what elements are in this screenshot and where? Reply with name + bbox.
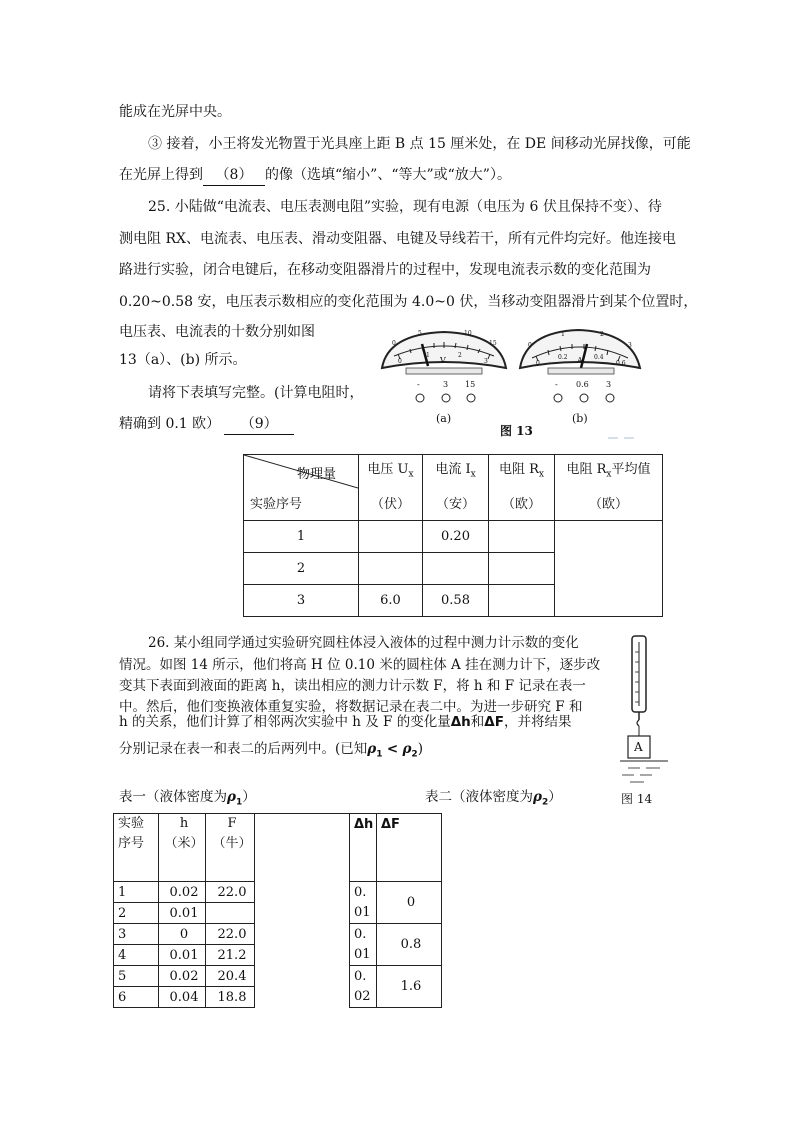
delta-h-cell: 0. 01 (350, 924, 377, 966)
header-current: 电流 $I_x$ （安） (423, 455, 489, 521)
text-line-6: 路进行实验，闭合电键后，在移动变阻器滑片的过程中，发现电流表示数的变化范围为 (119, 262, 651, 278)
table-one-title: 表一（液体密度为$\rho_1$） (119, 789, 256, 808)
figure-13-label-b: (b) (572, 412, 588, 425)
table-row: 1 0.20 (244, 520, 663, 552)
table-row: 4 0.01 21.2 (114, 945, 442, 966)
delta-h-cell: 0. 02 (350, 966, 377, 1008)
header-f: F （牛） (206, 814, 255, 882)
delta-f-cell: 0 (377, 882, 442, 924)
delta-f-cell: 0.8 (377, 924, 442, 966)
q26-line-1: 26. 某小组同学通过实验研究圆柱体浸入液体的过程中测力计示数的变化 (148, 635, 579, 651)
header-voltage: 电压 $U_x$ （伏） (359, 455, 423, 521)
header-seq: 实验 序号 (114, 814, 159, 882)
figure-13: 5 10 15 0 0 1 2 3 V - 3 15 0 1 2 3 0 0.2 0.4 0.6 A - 0.6 3 (a) (b) 图 13 (378, 326, 648, 442)
buoyancy-data-table (113, 813, 442, 1008)
block-a-label: A (634, 740, 643, 754)
figure-14-caption: 图 14 (621, 792, 653, 806)
delta-h-cell: 0. 01 (350, 882, 377, 924)
header-resistance-average: 电阻 $R_x$平均值 （欧） (555, 455, 663, 521)
text-line-3: 在光屏上得到 （8） 的像（选填“缩小”、“等大”或“放大”）。 (119, 165, 511, 186)
table-diagonal-header: 物理量 实验序号 (244, 455, 359, 521)
q26-line-2: 情况。如图 14 所示，他们将高 H 位 0.10 米的圆柱体 A 挂在测力计下，逐步改 (119, 657, 601, 673)
q26-line-5: h 的关系，他们计算了相邻两次实验中 h 及 F 的变化量Δh和ΔF，并将结果 (119, 714, 572, 730)
figure-13-label-a: (a) (436, 412, 452, 425)
q26-line-6: 分别记录在表一和表二的后两列中。(已知$\rho_1 < \rho_2$) (119, 741, 423, 760)
voltmeter-unit: V (440, 356, 446, 365)
table-row: 5 0.02 20.4 0. 02 1.6 (114, 966, 442, 987)
header-delta-h: Δh (350, 814, 377, 882)
header-resistance: 电阻 $R_x$ （欧） (489, 455, 555, 521)
spring-scale-icon (618, 632, 678, 792)
text-line-4: 25. 小陆做“电流表、电压表测电阻”实验，现有电源（电压为 6 伏且保持不变）、待 (148, 199, 662, 215)
average-cell[interactable] (555, 520, 663, 616)
table-two-title: 表二（液体密度为$\rho_2$） (425, 789, 562, 808)
table-row: 3 6.0 0.58 (244, 584, 663, 616)
table-row: 2 (244, 552, 663, 584)
text-line-5: 测电阻 RX、电流表、电压表、滑动变阻器、电键及导线若干，所有元件均完好。他连接电 (119, 231, 676, 247)
q26-line-3: 变其下表面到液面的距离 h，读出相应的测力计示数 F，将 h 和 F 记录在表一 (119, 678, 586, 694)
ammeter-unit: A (577, 356, 583, 365)
table-row: 6 0.04 18.8 (114, 987, 442, 1008)
text-line-1: 能成在光屏中央。 (119, 104, 231, 120)
q26-line-4: 中。然后，他们变换液体重复实验，将数据记录在表二中。为进一步研究 F 和 (119, 699, 583, 715)
table-row: 3 0 22.0 0. 01 0.8 (114, 924, 442, 945)
voltmeter-icon (382, 332, 506, 402)
answer-blank-8[interactable]: （8） (203, 165, 265, 186)
header-h: h （米） (159, 814, 206, 882)
text-line-2: ③ 接着，小王将发光物置于光具座上距 B 点 15 厘米处，在 DE 间移动光屏找像，可能 (148, 136, 691, 152)
text-line-7: 0.20~0.58 安，电压表示数相应的变化范围为 4.0~0 伏，当移动变阻器滑片到某个位置时， (119, 294, 698, 310)
text-line-9: 13（a）、(b) 所示。 (119, 352, 247, 368)
answer-blank-9[interactable]: （9） (224, 414, 294, 435)
header-delta-f: ΔF (377, 814, 442, 882)
text-line-8: 电压表、电流表的十数分别如图 (119, 324, 315, 340)
table-row: 2 0.01 (114, 903, 442, 924)
figure-13-caption: 图 13 (500, 424, 533, 438)
resistance-table (243, 454, 663, 617)
text-line-11: 精确到 0.1 欧） （9） (119, 414, 294, 435)
text-line-10: 请将下表填写完整。(计算电阻时， (148, 385, 364, 401)
delta-f-cell: 1.6 (377, 966, 442, 1008)
table-row: 1 0.02 22.0 0. 01 0 (114, 882, 442, 903)
figure-14 (618, 632, 678, 807)
